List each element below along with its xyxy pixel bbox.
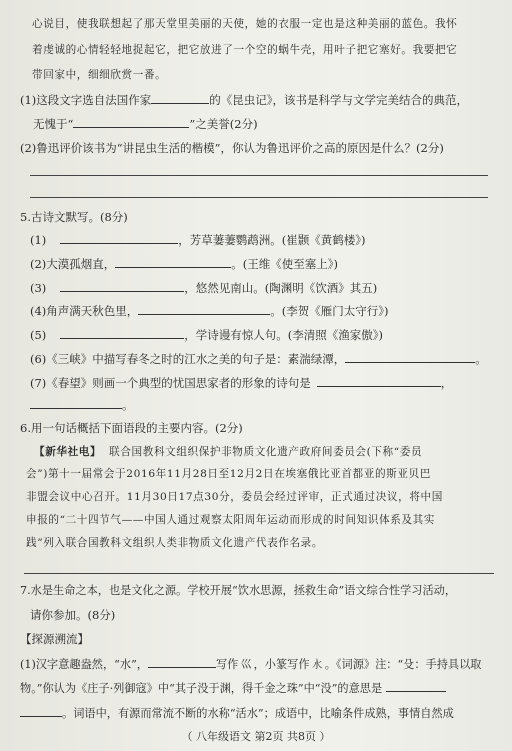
epithet-answer-blank[interactable] [73,116,189,128]
q5-item-6 [30,351,487,367]
q5-item-5-source: ，学诗谩有惊人句。(李清照《渔家傲》) [184,328,384,342]
page-footer: （ 八年级语文 第2页 共8页 ） [181,730,331,743]
q6-news-line-2: 会”)第十一届常会于2016年11月28日至12月2日在埃塞俄比亚首都亚的斯亚贝巴 [26,468,431,480]
q5-item-4-prefix: (4)角声满天秋色里， [30,304,139,318]
q5-item-7 [30,375,452,391]
q5-item-3 [30,280,377,296]
passage-line-2: 着虔诚的心情轻轻地捉起它，把它放进了一个空的蜗牛壳，用叶子把它塞好。我要把它 [32,44,458,56]
q5-item-1 [30,232,366,248]
q5-item-5 [30,327,383,343]
q1-line-b: (2)鲁迅评价该书为“讲昆虫生活的楷模”，你认为鲁迅评价之高的原因是什么？(2分) [20,141,444,155]
poem-blank-6[interactable] [345,351,475,363]
water-glyph-1: 巛 [240,658,252,671]
q7-intro-1: 7.水是生命之本，也是文化之源。学校开展“饮水思源，拯救生命”语文综合性学习活动， [20,584,457,597]
water-glyph-2: 𣱱 [311,658,323,671]
q7-item-1 [20,656,481,673]
answer-line-2[interactable] [30,197,488,198]
q6-news-line-3: 非盟会议中心召开。11月30日17点30分，委员会经过评审，正式通过决议，将中国 [26,491,443,503]
q5-item-4-source: 。(李贺《雁门太守行》) [270,304,389,318]
q5-item-3-prefix: (3) [30,281,47,295]
q7-intro-2: 请你参加。(8分) [30,608,116,622]
q5-item-5-prefix: (5) [30,328,47,342]
q7-item-1-mid2: ，小篆写作 [253,658,310,671]
q7-item-1b [20,680,446,697]
q5-item-6-text: (6)《三峡》中描写春冬之时的江水之美的句子是：素湍绿潭， [30,352,346,366]
passage-line-3: 带回家中，细细欣赏一番。 [32,69,167,81]
poem-blank-5[interactable] [60,327,184,339]
poem-blank-2[interactable] [115,256,231,268]
q7-item-1c [20,705,454,722]
q7-section-title: 【探源溯流】 [20,632,89,646]
news-source-tag: 【新华社电】 [34,446,102,458]
author-answer-blank[interactable] [151,92,209,104]
poem-blank-1[interactable] [60,232,178,244]
poem-blank-7a[interactable] [317,375,441,387]
q5-item-4 [30,303,389,319]
q6-answer-line[interactable] [24,573,494,574]
q7-item-1-prefix: (1)汉字意趣盎然，“水”， [20,658,148,671]
poem-blank-3[interactable] [60,280,184,292]
q5-item-2 [30,256,338,272]
q5-item-2-source: 。(王维《使至塞上》) [231,257,339,271]
idiom-blank[interactable] [20,705,62,717]
q7-item-1b-text: 物。”你认为《庄子·列御寇》中“其子没于渊，得千金之珠”中“没”的意思是 [20,682,383,695]
q5-item-6-end: 。 [475,352,487,366]
q5-item-1-prefix: (1) [30,233,47,247]
script-name-blank[interactable] [148,656,216,668]
q5-item-2-prefix: (2)大漠孤烟直， [30,257,116,271]
q1-a-middle: 的《昆虫记》，该书是科学与文学完美结合的典范， [209,93,469,107]
q1-a-prefix: (1)这段文字选自法国作家 [20,93,152,107]
q6-news-line-1 [34,444,422,460]
q5-item-7b [30,397,134,413]
q1-a2-suffix: ”之美誉(2分) [189,117,258,131]
q5-item-1-source: ，芳草萋萋鹦鹉洲。(崔颢《黄鹤楼》) [178,233,366,247]
q6-news-line-4: 申报的“二十四节气——中国人通过观察太阳周年运动而形成的时间知识体系及其实 [26,514,435,526]
news-text-1: 联合国教科文组织保护非物质文化遗产政府间委员会(下称“委员 [109,446,423,458]
q7-item-1c-text: 。词语中，有源而常流不断的水称“活水”；成语中，比喻条件成熟，事情自然成 [62,707,454,720]
q1-a2-prefix: 无愧于“ [33,117,74,131]
answer-line-1[interactable] [30,175,488,176]
q5-title: 5.古诗文默写。(8分) [20,210,128,224]
poem-blank-4[interactable] [138,303,270,315]
q1-line-a2 [33,116,258,132]
poem-blank-7b[interactable] [30,397,122,409]
passage-line-1: 心说目，使我联想起了那天堂里美丽的天使，她的衣服一定也是这种美丽的蓝色。我怀 [32,18,458,30]
q5-item-7-text: (7)《春望》则画一个典型的忧国思家者的形象的诗句是 [30,376,311,390]
q5-item-3-source: ，悠然见南山。(陶渊明《饮酒》其五) [184,281,378,295]
q5-item-7-end: ， [440,376,453,390]
q6-news-line-5: 践”列入联合国教科文组织人类非物质文化遗产代表作名录。 [26,537,324,549]
q7-item-1-mid: 写作 [215,658,239,671]
q7-item-1-suffix: 。《词源》注：“殳：手持具以取 [324,658,482,671]
q5-item-7b-end: 。 [122,398,134,412]
meaning-blank[interactable] [386,680,446,692]
q1-line-a [20,92,468,108]
q6-title: 6.用一句话概括下面语段的主要内容。(2分) [20,421,243,435]
